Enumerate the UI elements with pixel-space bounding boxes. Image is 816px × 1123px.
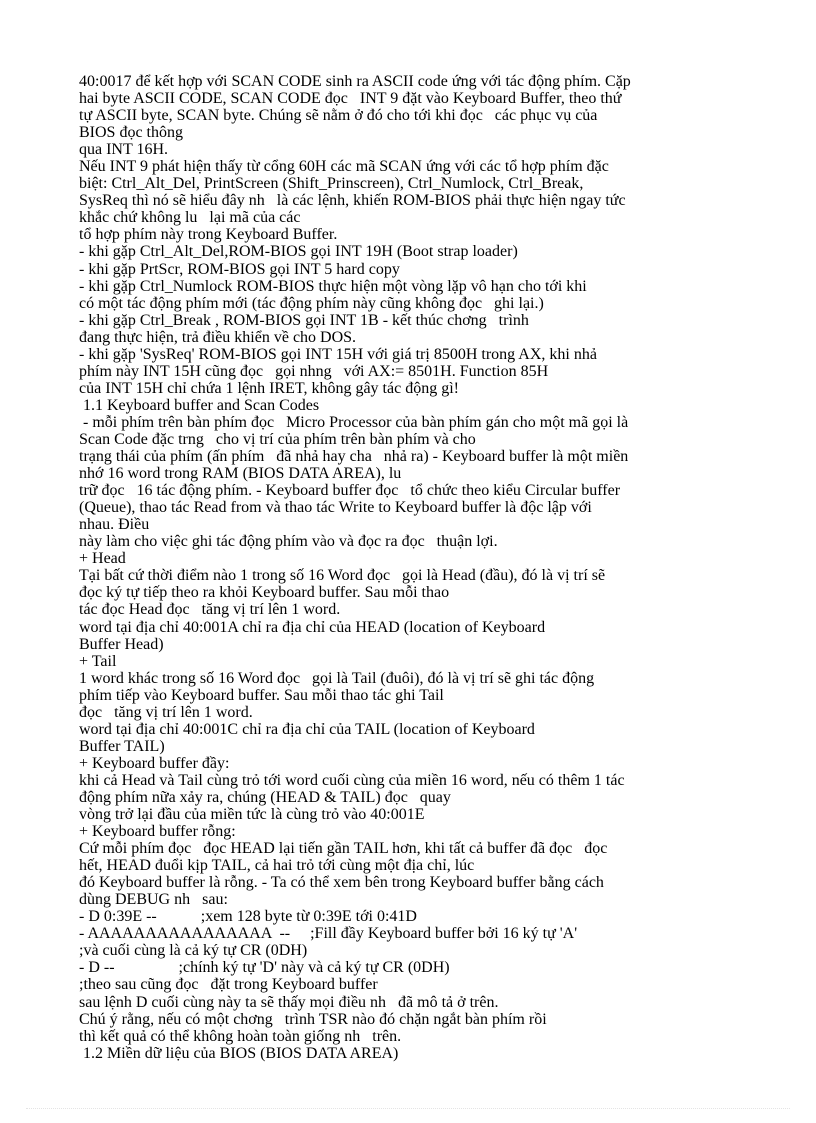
- text-line: 1.2 Miền dữ liệu của BIOS (BIOS DATA AREA): [79, 1044, 399, 1062]
- text-line: SysReq thì nó sẽ hiểu đây nh là các lệnh, khiến ROM-BIOS phải thực hiện ngay tức: [79, 192, 626, 210]
- text-line: - D -- ;chính ký tự 'D' này và cả ký tự CR (0DH): [79, 959, 450, 977]
- text-line: hai byte ASCII CODE, SCAN CODE đọc INT 9 đặt vào Keyboard Buffer, theo thứ: [79, 90, 622, 108]
- text-line: word tại địa chỉ 40:001C chỉ ra địa chỉ của TAIL (location of Keyboard: [79, 720, 535, 738]
- text-line: Chú ý rằng, nếu có một chơng trình TSR nào đó chặn ngắt bàn phím rồi: [79, 1010, 547, 1028]
- text-line: Cứ mỗi phím đọc đọc HEAD lại tiến gần TAIL hơn, khi tất cả buffer đã đọc đọc: [79, 840, 608, 858]
- text-line: - AAAAAAAAAAAAAAAA -- ;Fill đầy Keyboard buffer bởi 16 ký tự 'A': [79, 925, 578, 943]
- text-line: - khi gặp Ctrl_Numlock ROM-BIOS thực hiện một vòng lặp vô hạn cho tới khi: [79, 277, 587, 295]
- text-line: nhau. Điều: [79, 516, 150, 534]
- text-line: trữ đọc 16 tác động phím. - Keyboard buffer đọc tổ chức theo kiểu Circular buffer: [79, 482, 621, 500]
- text-line: phím tiếp vào Keyboard buffer. Sau mỗi thao tác ghi Tail: [79, 686, 444, 704]
- text-line: + Head: [79, 550, 126, 568]
- text-line: (Queue), thao tác Read from và thao tác Write to Keyboard buffer là độc lập với: [79, 499, 592, 517]
- text-line: - D 0:39E -- ;xem 128 byte từ 0:39E tới 0:41D: [79, 908, 417, 926]
- text-line: - khi gặp Ctrl_Alt_Del,ROM-BIOS gọi INT 19H (Boot strap loader): [79, 243, 518, 261]
- text-line: hết, HEAD đuổi kịp TAIL, cả hai trỏ tới cùng một địa chỉ, lúc: [79, 857, 475, 875]
- text-line: này làm cho việc ghi tác động phím vào và đọc ra đọc thuận lợi.: [79, 533, 498, 551]
- text-line: đọc ký tự tiếp theo ra khỏi Keyboard buffer. Sau mỗi thao: [79, 584, 450, 602]
- text-line: + Tail: [79, 652, 117, 670]
- text-line: Buffer TAIL): [79, 737, 165, 755]
- text-line: BIOS đọc thông: [79, 124, 183, 142]
- text-line: động phím nữa xảy ra, chúng (HEAD & TAIL) đọc quay: [79, 788, 451, 806]
- text-line: + Keyboard buffer rỗng:: [79, 823, 236, 841]
- text-line: Nếu INT 9 phát hiện thấy từ cổng 60H các mã SCAN ứng với các tổ hợp phím đặc: [79, 158, 609, 176]
- text-line: nhớ 16 word trong RAM (BIOS DATA AREA), lu: [79, 465, 402, 483]
- text-line: - khi gặp PrtScr, ROM-BIOS gọi INT 5 hard copy: [79, 260, 400, 278]
- text-line: sau lệnh D cuối cùng này ta sẽ thấy mọi điều nh đã mô tả ở trên.: [79, 993, 499, 1011]
- text-line: ;theo sau cũng đọc đặt trong Keyboard buffer: [79, 976, 378, 994]
- text-line: Buffer Head): [79, 635, 164, 653]
- text-line: - khi gặp 'SysReq' ROM-BIOS gọi INT 15H với giá trị 8500H trong AX, khi nhả: [79, 345, 597, 363]
- text-line: đó Keyboard buffer là rỗng. - Ta có thể xem bên trong Keyboard buffer bằng cách: [79, 874, 604, 892]
- text-line: trạng thái của phím (ấn phím đã nhả hay cha nhả ra) - Keyboard buffer là một miền: [79, 448, 629, 466]
- text-line: của INT 15H chỉ chứa 1 lệnh IRET, không gây tác động gì!: [79, 379, 459, 397]
- text-line: đang thực hiện, trả điều khiển về cho DOS.: [79, 328, 357, 346]
- text-line: 40:0017 để kết hợp với SCAN CODE sinh ra ASCII code ứng với tác động phím. Cặp: [79, 73, 631, 90]
- text-line: + Keyboard buffer đầy:: [79, 754, 230, 772]
- text-line: biệt: Ctrl_Alt_Del, PrintScreen (Shift_Prinscreen), Ctrl_Numlock, Ctrl_Break,: [79, 175, 584, 193]
- text-line: - mỗi phím trên bàn phím đọc Micro Processor của bàn phím gán cho một mã gọi là: [79, 413, 629, 431]
- body-text: [79, 73, 759, 1062]
- text-line: có một tác động phím mới (tác động phím này cũng không đọc ghi lại.): [79, 294, 544, 312]
- text-line: phím này INT 15H cũng đọc gọi nhng với AX:= 8501H. Function 85H: [79, 362, 549, 380]
- text-line: đọc tăng vị trí lên 1 word.: [79, 703, 253, 721]
- text-line: - khi gặp Ctrl_Break , ROM-BIOS gọi INT 1B - kết thúc chơng trình: [79, 311, 529, 329]
- text-line: 1.1 Keyboard buffer and Scan Codes: [79, 396, 320, 414]
- text-line: vòng trở lại đầu của miền tức là cùng trỏ vào 40:001E: [79, 806, 425, 824]
- text-line: Tại bất cứ thời điểm nào 1 trong số 16 Word đọc gọi là Head (đầu), đó là vị trí sẽ: [79, 567, 606, 585]
- text-line: word tại địa chỉ 40:001A chỉ ra địa chỉ của HEAD (location of Keyboard: [79, 618, 546, 636]
- text-line: tổ hợp phím này trong Keyboard Buffer.: [79, 226, 338, 244]
- text-line: thì kết quả có thể không hoàn toàn giống nh trên.: [79, 1027, 402, 1045]
- text-line: tự ASCII byte, SCAN byte. Chúng sẽ nằm ở đó cho tới khi đọc các phục vụ của: [79, 107, 598, 125]
- text-line: tác đọc Head đọc tăng vị trí lên 1 word.: [79, 601, 341, 619]
- text-line: Scan Code đặc trng cho vị trí của phím trên bàn phím và cho: [79, 430, 476, 448]
- text-line: dùng DEBUG nh sau:: [79, 891, 228, 909]
- text-line: 1 word khác trong số 16 Word đọc gọi là Tail (đuôi), đó là vị trí sẽ ghi tác động: [79, 669, 595, 687]
- page-bottom-rule: [26, 1108, 790, 1109]
- text-line: qua INT 16H.: [79, 141, 169, 159]
- text-line: khi cả Head và Tail cùng trỏ tới word cuối cùng của miền 16 word, nếu có thêm 1 tác: [79, 771, 625, 789]
- text-line: ;và cuối cùng là cả ký tự CR (0DH): [79, 942, 308, 960]
- text-line: khắc chứ không lu lại mã của các: [79, 209, 301, 227]
